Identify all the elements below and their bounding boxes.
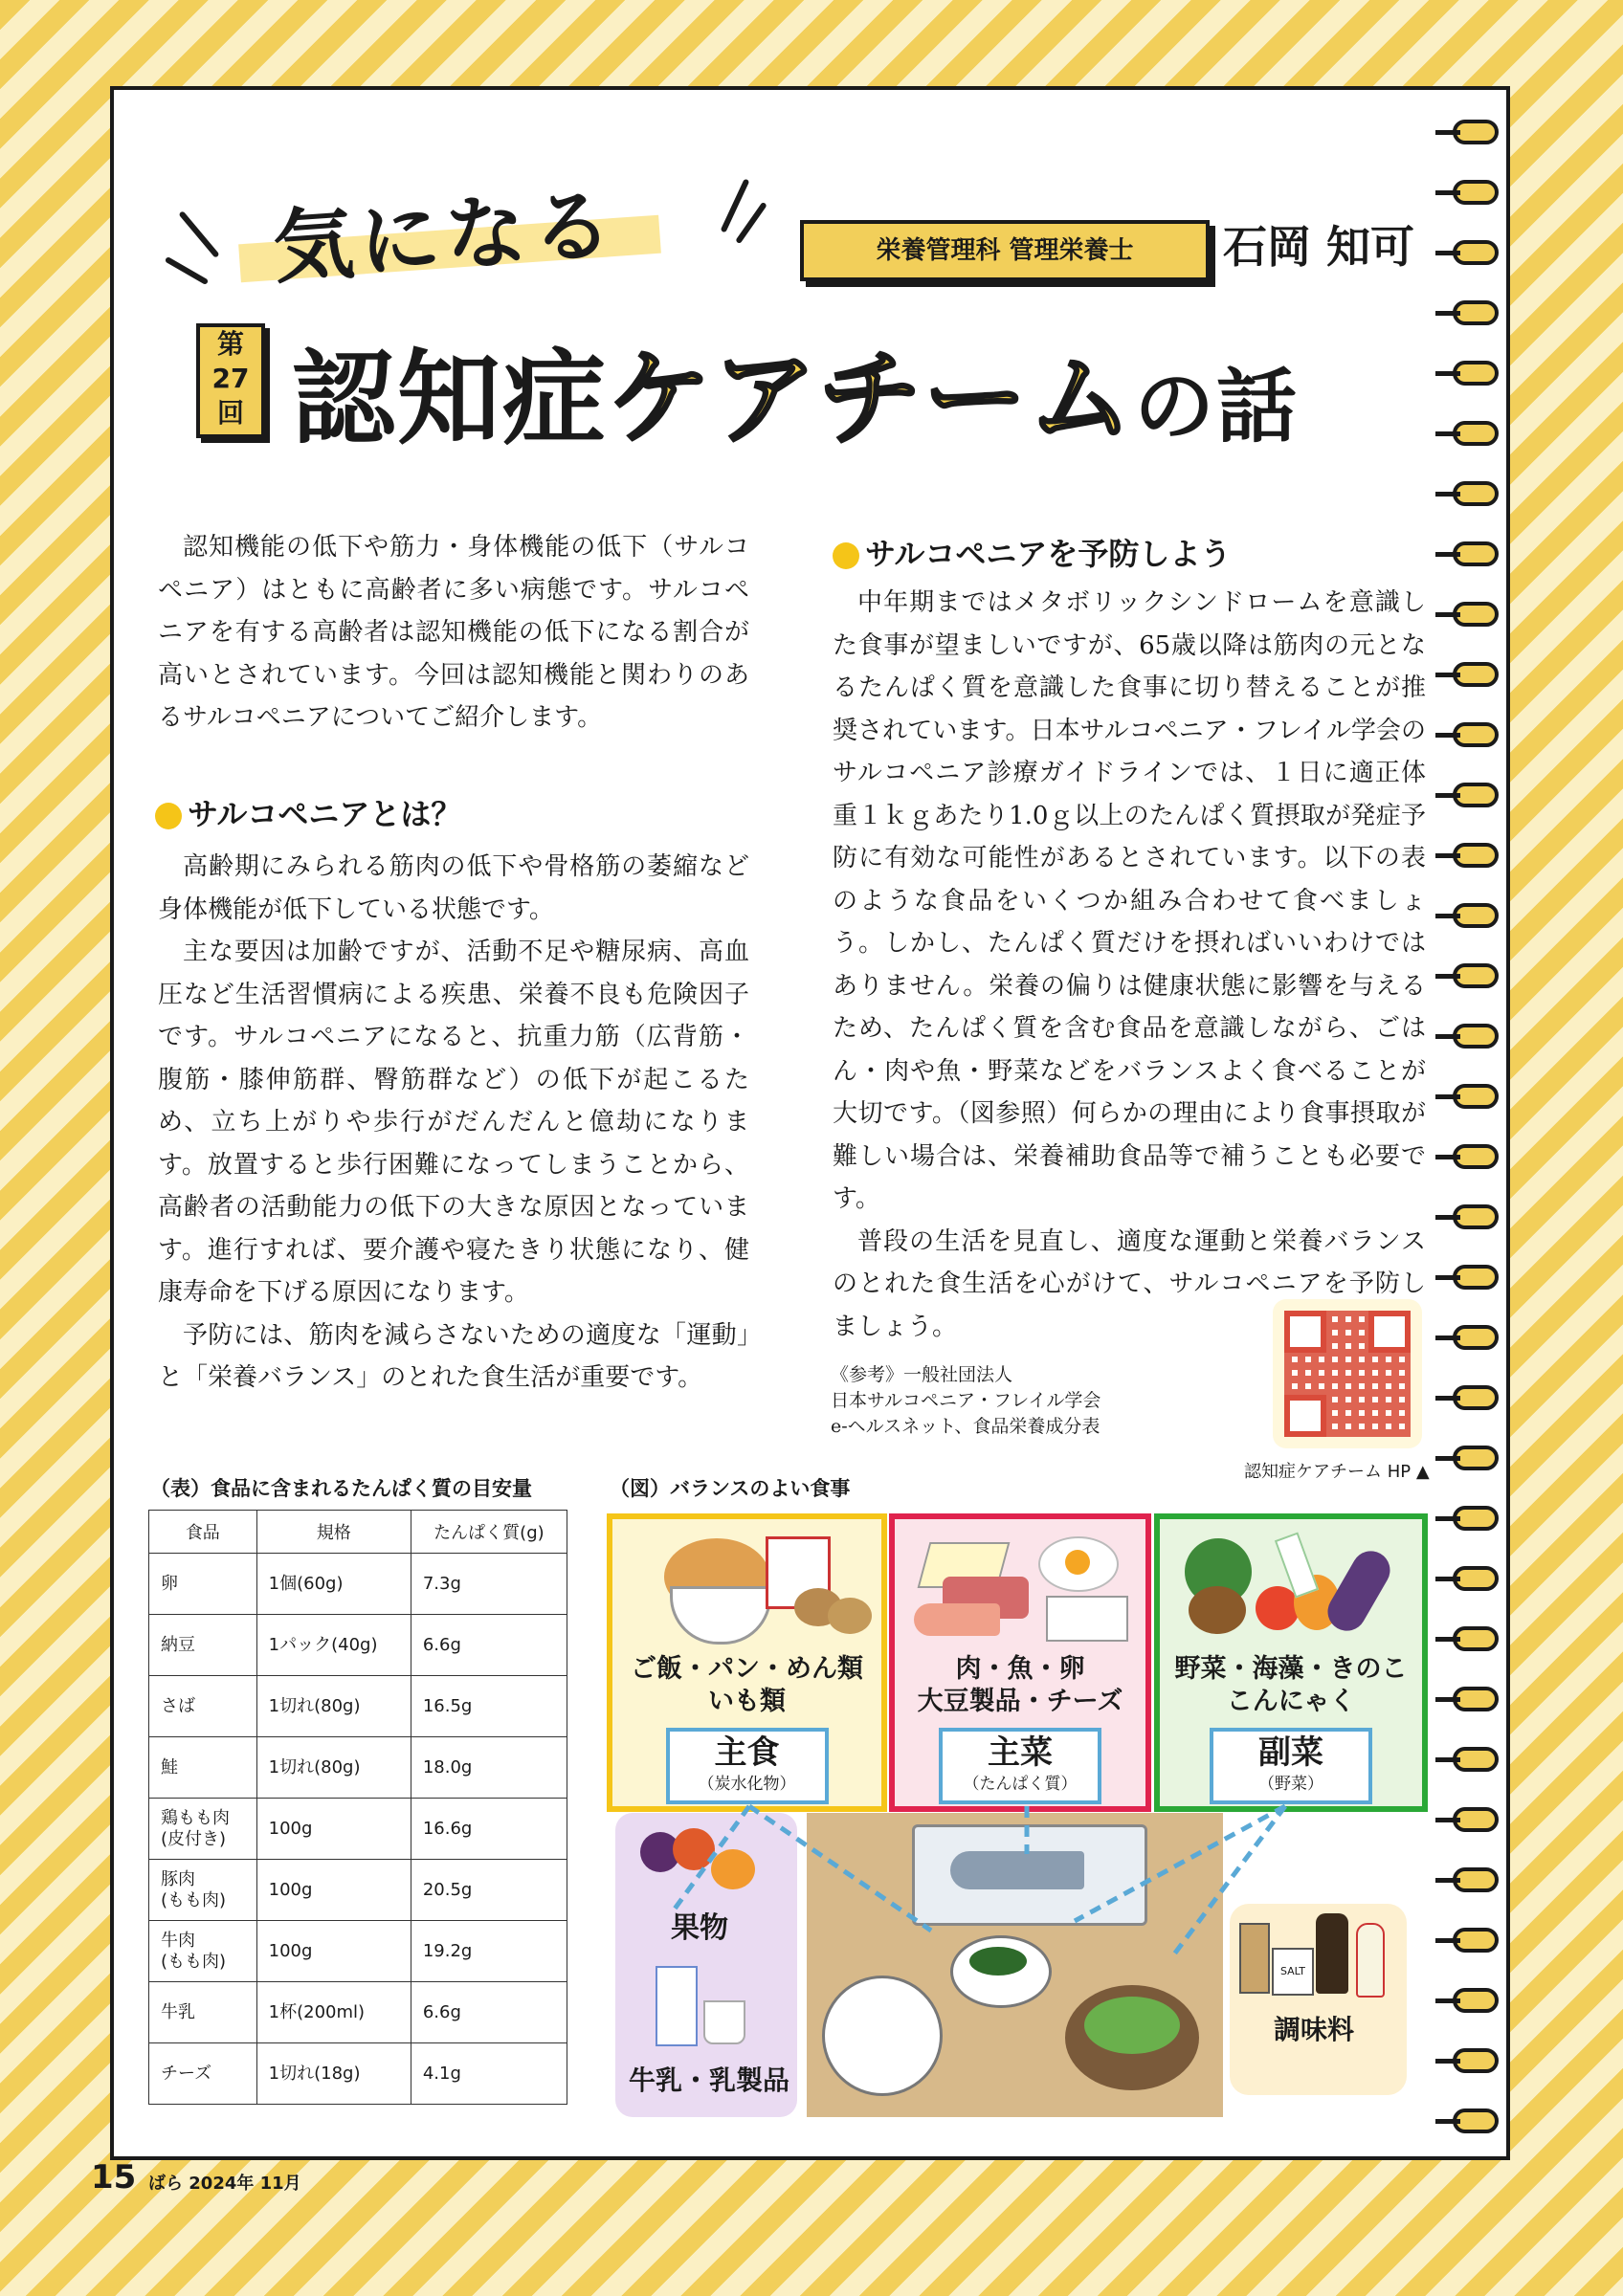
group-label-sub: （たんぱく質）: [963, 1775, 1078, 1794]
spiral-ring: [1453, 2108, 1499, 2133]
table-row: [149, 1615, 567, 1676]
group-label: [939, 1728, 1101, 1804]
table-row: [149, 1737, 567, 1799]
dairy-label: 牛乳・乳製品: [629, 2064, 790, 2096]
spiral-ring: [1453, 1325, 1499, 1350]
table-cell: 19.2g: [411, 1921, 567, 1982]
table-row: [149, 1799, 567, 1860]
bullet-dot-icon: [155, 803, 182, 829]
table-cell: 100g: [256, 1921, 411, 1982]
table-cell: 18.0g: [411, 1737, 567, 1799]
spiral-ring: [1453, 361, 1499, 386]
spiral-ring: [1453, 843, 1499, 868]
spiral-ring: [1453, 1687, 1499, 1711]
spiral-ring: [1453, 1626, 1499, 1651]
spiral-ring: [1453, 1867, 1499, 1892]
spiral-ring: [1453, 1084, 1499, 1109]
spiral-ring: [1453, 1988, 1499, 2013]
qr-code[interactable]: [1273, 1299, 1422, 1448]
group-label-text: 主食: [714, 1733, 780, 1772]
table-row: [149, 1676, 567, 1737]
spiral-ring: [1453, 662, 1499, 687]
table-row: [149, 2043, 567, 2105]
side-dish-illustration: [1169, 1529, 1412, 1644]
title-part: 認知症: [292, 340, 609, 459]
figure-title: （図）バランスのよい食事: [610, 1477, 851, 1500]
volume-badge: [196, 323, 265, 438]
food-group-main-dish: [889, 1513, 1151, 1812]
table-row: [149, 1982, 567, 2043]
fruit-label: 果物: [671, 1911, 728, 1945]
table-cell: 16.6g: [411, 1799, 567, 1860]
spiral-ring: [1453, 1144, 1499, 1169]
spiral-ring: [1453, 1446, 1499, 1470]
table-header-row: [149, 1511, 567, 1554]
group-caption: [895, 1653, 1145, 1718]
table-cell: 牛乳: [149, 1982, 257, 2043]
paragraph: 普段の生活を見直し、適度な運動と栄養バランスのとれた食生活を心がけて、サルコペニアを予防しましょう。: [833, 1226, 1426, 1341]
spiral-ring: [1453, 1928, 1499, 1953]
group-caption-line: いも類: [708, 1687, 786, 1716]
spiral-ring: [1453, 1506, 1499, 1531]
salad: [1084, 1997, 1180, 2054]
group-label-sub: （野菜）: [1258, 1775, 1323, 1794]
spiral-ring: [1453, 2048, 1499, 2073]
author-role-badge: 栄養管理科 管理栄養士: [800, 220, 1210, 281]
table-cell: 7.3g: [411, 1554, 567, 1615]
volume-line: 第: [216, 328, 244, 360]
table-cell: 1切れ(80g): [256, 1676, 411, 1737]
qr-finder: [1284, 1395, 1326, 1437]
table-row: [149, 1554, 567, 1615]
section1-body: [158, 846, 749, 1400]
yogurt-icon: [703, 2000, 745, 2044]
paragraph: 予防には、筋肉を減らさないための適度な「運動」と「栄養バランス」のとれた食生活が重要です。: [158, 1320, 749, 1392]
rice-bowl: [822, 1976, 943, 2096]
table-cell: 100g: [256, 1860, 411, 1921]
section-heading: [833, 530, 1231, 574]
spiral-ring: [1453, 903, 1499, 928]
table-cell: 鶏もも肉 (皮付き): [149, 1799, 257, 1860]
group-caption-line: 肉・魚・卵: [955, 1654, 1085, 1684]
paragraph: 主な要因は加齢ですが、活動不足や糖尿病、高血圧など生活習慣病による疾患、栄養不良も危険因子です。サルコペニアになると、抗重力筋（広背筋・腹筋・膝伸筋群、臀筋群など）の低下が起こるため、立ち上がりや歩行がだんだんと億劫になります。放置すると歩行困難になってしまうことから、高齢者の活動能力の低下の大きな原因となっています。進行すれば、要介護や寝たきり状態になり、健康寿命を下げる原因になります。: [158, 938, 749, 1307]
author-name: 石岡 知可: [1223, 221, 1415, 273]
column-header: 食品: [149, 1511, 257, 1554]
section-heading-text: サルコペニアを予防しよう: [865, 536, 1232, 572]
spiral-ring: [1453, 1265, 1499, 1290]
milk-carton-icon: [656, 1966, 698, 2046]
seasoning-label: 調味料: [1274, 2014, 1355, 2045]
table-cell: 1切れ(18g): [256, 2043, 411, 2105]
spiral-ring: [1453, 1385, 1499, 1410]
mayonnaise-icon: [1356, 1923, 1385, 1998]
group-label-sub: （炭水化物）: [698, 1775, 796, 1794]
table-cell: 牛肉 (もも肉): [149, 1921, 257, 1982]
pepper-bottle-icon: [1239, 1923, 1270, 1994]
title-part-highlight: ケアチーム: [608, 340, 1135, 459]
spiral-ring: [1453, 180, 1499, 205]
group-caption: [612, 1653, 881, 1718]
title-part: の話: [1134, 360, 1300, 453]
food-group-staple: [607, 1513, 887, 1812]
spiral-ring: [1453, 481, 1499, 506]
spiral-ring: [1453, 541, 1499, 566]
page-title: [292, 316, 1299, 464]
intro-text: [158, 526, 749, 740]
volume-number: 27: [211, 363, 250, 394]
qr-caption: 認知症ケアチーム HP ▲: [1244, 1462, 1430, 1482]
table-cell: 1個(60g): [256, 1554, 411, 1615]
protein-table: [148, 1510, 567, 2105]
spiral-ring: [1453, 783, 1499, 807]
table-row: [149, 1860, 567, 1921]
reference-note: [831, 1362, 1101, 1440]
reference-line: 《参考》一般社団法人: [831, 1364, 1013, 1385]
salt-shaker-icon: SALT: [1272, 1948, 1314, 1996]
table-cell: 1パック(40g): [256, 1615, 411, 1676]
group-label: [1210, 1728, 1372, 1804]
spiral-ring: [1453, 421, 1499, 446]
column-header: たんぱく質(g): [411, 1511, 567, 1554]
intro-paragraph: 認知機能の低下や筋力・身体機能の低下（サルコペニア）はともに高齢者に多い病態です。サルコペニアを有する高齢者は認知機能の低下になる割合が高いとされています。今回は認知機能と関わりのあるサルコペニアについてご紹介します。: [158, 533, 749, 732]
paragraph: 中年期まではメタボリックシンドロームを意識した食事が望ましいですが、65歳以降は筋肉の元となるたんぱく質を意識した食事に切り替えることが推奨されています。日本サルコペニア・フレイル学会のサルコペニア診療ガイドラインでは、１日に適正体重１ｋｇあたり1.0ｇ以上のたんぱく質摂取が発症予防に有効な可能性があるとされています。以下の表のような食品をいくつか組み合わせて食べましょう。しかし、たんぱく質だけを摂ればいいわけではありません。栄養の偏りは健康状態に影響を与えるため、たんぱく質を含む食品を意識しながら、ごはん・肉や魚・野菜などをバランスよく食べることが大切です。（図参照）何らかの理由により食事摂取が難しい場合は、栄養補助食品等で補うことも必要です。: [833, 588, 1426, 1213]
spiral-ring: [1453, 300, 1499, 325]
paragraph: 高齢期にみられる筋肉の低下や骨格筋の萎縮など身体機能が低下している状態です。: [158, 852, 749, 924]
main-dish-illustration: [904, 1529, 1136, 1644]
spiral-ring: [1453, 1566, 1499, 1591]
table-cell: 20.5g: [411, 1860, 567, 1921]
spiral-ring: [1453, 602, 1499, 627]
group-caption-line: 野菜・海藻・きのこ: [1174, 1654, 1408, 1684]
kicker-text: 気になる: [270, 177, 621, 296]
seasoning-panel: [1230, 1904, 1407, 2095]
section-heading-text: サルコペニアとは？: [188, 796, 462, 832]
group-caption: [1160, 1653, 1422, 1718]
table-cell: 鮭: [149, 1737, 257, 1799]
table-cell: 1切れ(80g): [256, 1737, 411, 1799]
spiral-ring: [1453, 722, 1499, 747]
group-caption-line: 大豆製品・チーズ: [917, 1687, 1123, 1716]
section2-body: [833, 582, 1426, 1348]
food-group-side-dish: [1154, 1513, 1428, 1812]
group-label-text: 主菜: [988, 1733, 1053, 1772]
qr-finder: [1368, 1311, 1411, 1353]
group-label: [666, 1728, 829, 1804]
group-label-text: 副菜: [1258, 1733, 1323, 1772]
reference-line: 日本サルコペニア・フレイル学会: [831, 1390, 1101, 1411]
spiral-ring: [1453, 963, 1499, 988]
soy-sauce-icon: [1316, 1913, 1348, 1994]
group-caption-line: こんにゃく: [1226, 1687, 1356, 1716]
table-cell: 豚肉 (もも肉): [149, 1860, 257, 1921]
footer-issue: ばら 2024年 11月: [148, 2174, 301, 2194]
spiral-ring: [1453, 1807, 1499, 1832]
column-header: 規格: [256, 1511, 411, 1554]
reference-line: e-ヘルスネット、食品栄養成分表: [831, 1416, 1101, 1437]
table-cell: 4.1g: [411, 2043, 567, 2105]
bullet-dot-icon: [833, 542, 859, 569]
volume-line: 回: [216, 397, 244, 429]
section-heading: [155, 790, 461, 834]
table-cell: さば: [149, 1676, 257, 1737]
group-caption-line: ご飯・パン・めん類: [631, 1654, 863, 1684]
table-cell: 6.6g: [411, 1615, 567, 1676]
spiral-ring: [1453, 1747, 1499, 1772]
spiral-ring: [1453, 1204, 1499, 1229]
qr-finder: [1284, 1311, 1326, 1353]
table-cell: 1杯(200ml): [256, 1982, 411, 2043]
table-cell: 100g: [256, 1799, 411, 1860]
spiral-ring: [1453, 240, 1499, 265]
spiral-ring: [1453, 1024, 1499, 1049]
table-cell: 卵: [149, 1554, 257, 1615]
table-row: [149, 1921, 567, 1982]
table-cell: 6.6g: [411, 1982, 567, 2043]
table-cell: 16.5g: [411, 1676, 567, 1737]
staple-foods-illustration: [622, 1529, 872, 1644]
spiral-ring: [1453, 120, 1499, 144]
table-title: （表）食品に含まれるたんぱく質の目安量: [150, 1477, 532, 1500]
table-cell: チーズ: [149, 2043, 257, 2105]
table-cell: 納豆: [149, 1615, 257, 1676]
page-number: 15: [91, 2158, 137, 2197]
